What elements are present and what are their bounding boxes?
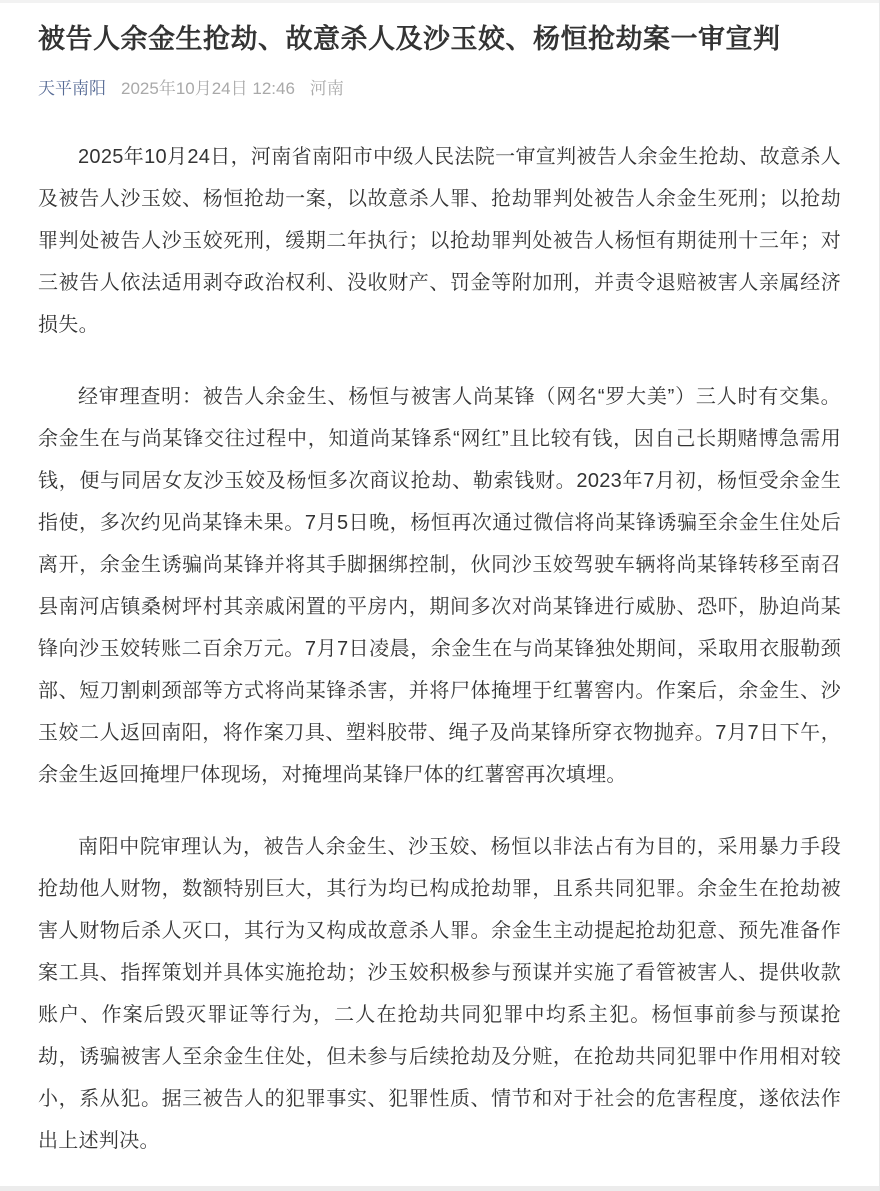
paragraph-court-opinion: 南阳中院审理认为，被告人余金生、沙玉姣、杨恒以非法占有为目的，采用暴力手段抢劫他人财物，数额特别巨大，其行为均已构成抢劫罪，且系共同犯罪。余金生在抢劫被害人财物后杀人灭口，其行为又构成故意杀人罪。余金生主动提起抢劫犯意、预先准备作案工具、指挥策划并具体实施抢劫；沙玉姣积极参与预谋并实施了看管被害人、提供收款账户、作案后毁灭罪证等行为，二人在抢劫共同犯罪中均系主犯。杨恒事前参与预谋抢劫，诱骗被害人至余金生住处，但未参与后续抢劫及分赃，在抢劫共同犯罪中作用相对较小，系从犯。据三被告人的犯罪事实、犯罪性质、情节和对于社会的危害程度，遂依法作出上述判决。: [38, 836, 841, 1152]
page-title: 被告人余金生抢劫、故意杀人及沙玉姣、杨恒抢劫案一审宣判: [38, 24, 781, 54]
byline: [38, 74, 841, 99]
source-account-link[interactable]: 天平南阳: [38, 79, 106, 98]
bottom-edge-divider: [0, 1186, 879, 1191]
paragraph-facts: 经审理查明：被告人余金生、杨恒与被害人尚某锋（网名“罗大美”）三人时有交集。余金生在与尚某锋交往过程中，知道尚某锋系“网红”且比较有钱，因自己长期赌博急需用钱，便与同居女友沙玉姣及杨恒多次商议抢劫、勒索钱财。2023年7月初，杨恒受余金生指使，多次约见尚某锋未果。7月5日晚，杨恒再次通过微信将尚某锋诱骗至余金生住处后离开，余金生诱骗尚某锋并将其手脚捆绑控制，伙同沙玉姣驾驶车辆将尚某锋转移至南召县南河店镇桑树坪村其亲戚闲置的平房内，期间多次对尚某锋进行威胁、恐吓，胁迫尚某锋向沙玉姣转账二百余万元。7月7日凌晨，余金生在与尚某锋独处期间，采取用衣服勒颈部、短刀割刺颈部等方式将尚某锋杀害，并将尸体掩埋于红薯窖内。作案后，余金生、沙玉姣二人返回南阳，将作案刀具、塑料胶带、绳子及尚某锋所穿衣物抛弃。7月7日下午，余金生返回掩埋尸体现场，对掩埋尚某锋尸体的红薯窖再次填埋。: [38, 386, 841, 786]
publish-location: 河南: [309, 79, 344, 98]
article-body: [38, 136, 841, 1162]
top-edge-divider: [0, 0, 879, 3]
paragraph-verdict: 2025年10月24日，河南省南阳市中级人民法院一审宣判被告人余金生抢劫、故意杀人及被告人沙玉姣、杨恒抢劫一案，以故意杀人罪、抢劫罪判处被告人余金生死刑；以抢劫罪判处被告人沙玉姣死刑，缓期二年执行；以抢劫罪判处被告人杨恒有期徒刑十三年；对三被告人依法适用剥夺政治权利、没收财产、罚金等附加刑，并责令退赔被害人亲属经济损失。: [38, 146, 841, 336]
publish-date: 2025年10月24日 12:46: [121, 79, 295, 98]
